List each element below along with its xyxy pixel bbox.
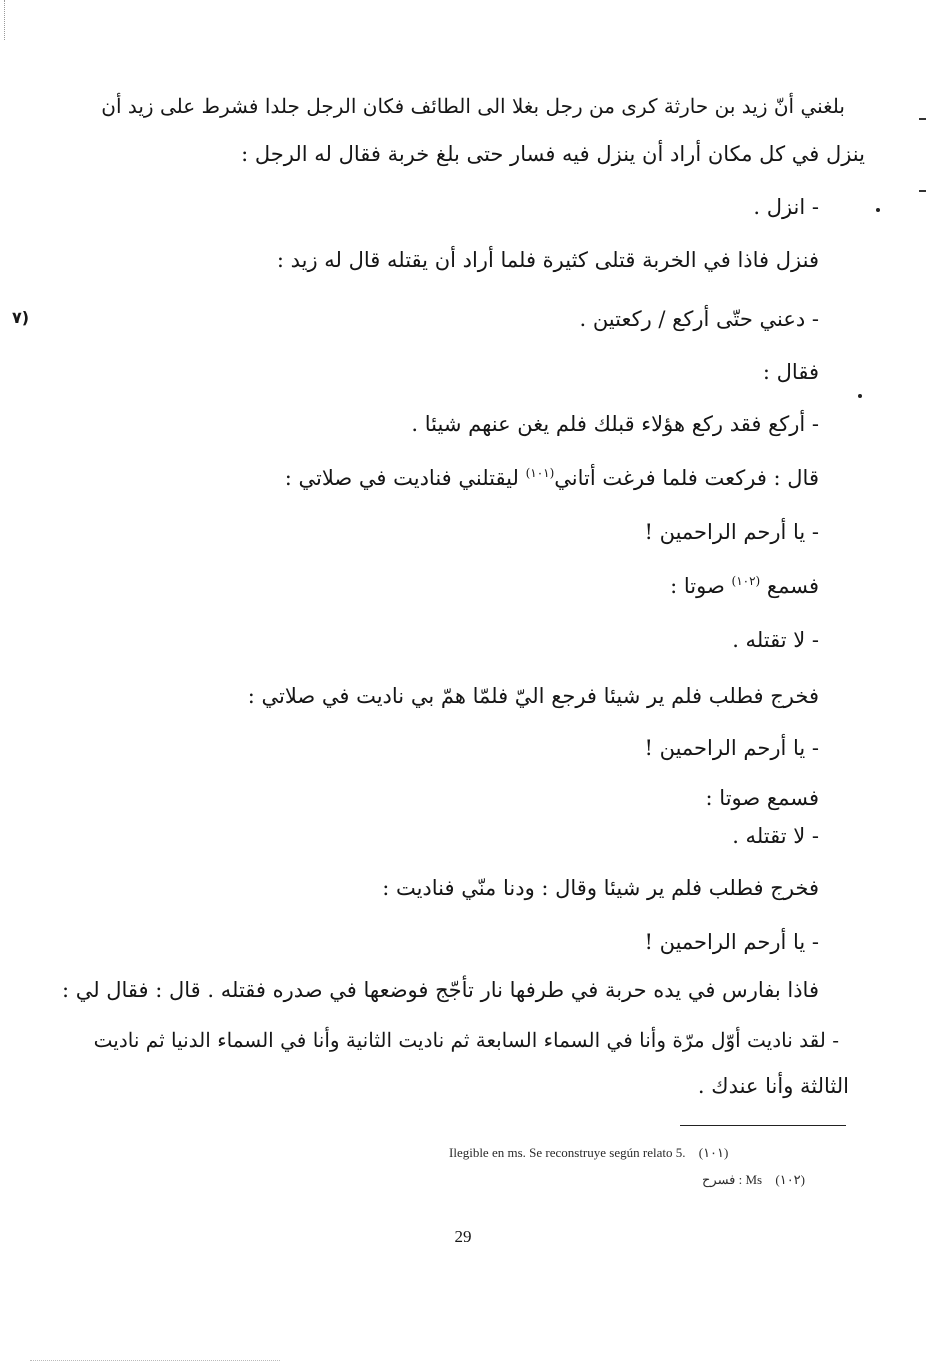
text-line: فاذا بفارس في يده حربة في طرفها نار تأجّج فوضعها في صدره فقتله . قال : فقال لي :: [61, 978, 819, 1002]
footnote-text: Ilegible en ms. Se reconstruye según relato 5.: [449, 1145, 686, 1160]
footnote-number: (١٠٢): [775, 1172, 806, 1187]
margin-mark: [919, 118, 926, 120]
text-line: - لا تقتله .: [732, 824, 819, 848]
text-line: ينزل في كل مكان أراد أن ينزل فيه فسار حتى بلغ خربة فقال له الرجل :: [241, 142, 865, 166]
scan-bottom-dots: [30, 1360, 280, 1361]
footnote-number: (١٠١): [698, 1145, 729, 1160]
scan-edge-dots: [4, 0, 7, 40]
text-segment: صوتا :: [670, 574, 725, 598]
text-line: فقال :: [762, 360, 819, 384]
text-segment: قال : فركعت فلما فرغت أتاني: [554, 466, 819, 490]
text-line: فخرج فطلب فلم ير شيئا فرجع اليّ فلمّا همّ بي ناديت في صلاتي :: [247, 684, 819, 708]
text-line: - أركع فقد ركع هؤلاء قبلك فلم يغن عنهم شيئا .: [411, 412, 819, 436]
page-number: 29: [454, 1227, 472, 1246]
text-segment: فسمع: [766, 574, 819, 598]
margin-dot: [876, 208, 880, 212]
text-line-with-note: [670, 572, 819, 600]
text-line: بلغني أنّ زيد بن حارثة كرى من رجل بغلا الى الطائف فكان الرجل جلدا فشرط على زيد أن: [101, 94, 845, 118]
footnote-2: [702, 1172, 805, 1188]
footnote-ref: (١٠١): [525, 466, 555, 480]
text-line: - دعني حتّى أركع / ركعتين .: [579, 307, 819, 331]
footnote-ref: (١٠٢): [731, 574, 761, 588]
text-line-with-note: [285, 464, 819, 492]
margin-dot: [858, 394, 862, 398]
margin-mark: [919, 190, 926, 192]
text-segment: ليقتلني فناديت في صلاتي :: [284, 466, 519, 490]
footnote-rule: [680, 1125, 846, 1126]
text-line: - انزل .: [753, 195, 819, 219]
text-line: - لا تقتله .: [732, 628, 819, 652]
footnote-1: [449, 1145, 728, 1161]
margin-number: ٧): [12, 308, 30, 327]
text-line: فسمع صوتا :: [705, 786, 819, 810]
text-line: - يا أرحم الراحمين !: [644, 736, 819, 760]
text-line: الثالثة وأنا عندك .: [697, 1074, 849, 1098]
footnote-text: فسرح : Ms: [702, 1172, 763, 1187]
text-line: فخرج فطلب فلم ير شيئا وقال : ودنا منّي فناديت :: [382, 876, 819, 900]
text-line: - يا أرحم الراحمين !: [644, 930, 819, 954]
text-line: - يا أرحم الراحمين !: [644, 520, 819, 544]
text-line: فنزل فاذا في الخربة قتلى كثيرة فلما أراد أن يقتله قال له زيد :: [276, 248, 819, 272]
text-line: - لقد ناديت أوّل مرّة وأنا في السماء السابعة ثم ناديت الثانية وأنا في السماء الدنيا ثم ناديت: [93, 1028, 839, 1052]
